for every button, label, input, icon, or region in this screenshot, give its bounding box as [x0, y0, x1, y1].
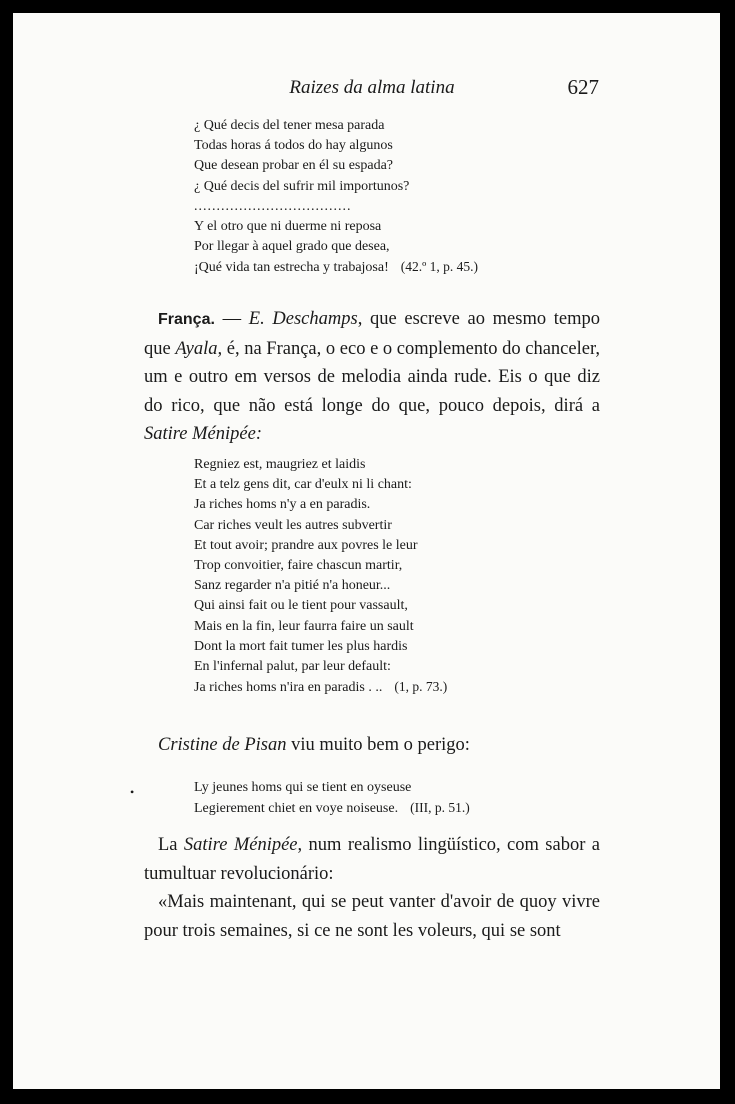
paragraph-text: viu muito bem o perigo:: [286, 735, 470, 755]
verse-line: Qui ainsi fait ou le tient pour vassault,: [194, 598, 408, 614]
verse-line: Regniez est, maugriez et laidis: [194, 457, 366, 472]
spanish-verse-block: [194, 116, 478, 279]
section-lead: França.: [158, 311, 215, 328]
verse-line: ¿ Qué decis del tener mesa parada: [194, 118, 385, 133]
dash: —: [214, 309, 249, 329]
verse-line: Sanz regarder n'a pitié n'a honeur...: [194, 578, 391, 594]
verse-line: Que desean probar en él su espada?: [194, 158, 394, 174]
verse-line: Car riches veult les autres subvertir: [194, 517, 392, 533]
verse-text: Legierement chiet en voye noiseuse.: [194, 801, 399, 817]
french-verse-block: [194, 455, 447, 698]
ellipsis-line: ...................................: [194, 198, 352, 214]
verse-line: Y el otro que ni duerme ni reposa: [194, 219, 382, 235]
paragraph-text: , que escreve ao mesmo tempo que: [144, 309, 601, 359]
verse-line: Trop convoitier, faire chascun martir,: [194, 558, 403, 574]
verse-line: Dont la mort fait tumer les plus hardis: [194, 638, 408, 654]
verse-text: ¡Qué vida tan estrecha y trabajosa!: [194, 260, 389, 276]
verse-line: Ly jeunes homs qui se tient en oyseuse: [194, 780, 412, 795]
quotation-paragraph: «Mais maintenant, qui se peut vanter d'avoir de quoy vivre pour trois semaines, si ce ne sont les voleurs, qui se sont: [144, 892, 600, 941]
margin-mark: •: [130, 785, 135, 799]
paragraph-franca: [144, 305, 600, 449]
verse-line: Por llegar à aquel grado que desea,: [194, 239, 390, 255]
running-title: Raizes da alma latina: [289, 77, 455, 98]
verse-line: Mais en la fin, leur faurra faire un sault: [194, 618, 414, 634]
work-title: Satire Ménipée:: [144, 424, 262, 445]
author-name: Cristine de Pisan: [158, 735, 287, 755]
page-number: 627: [567, 75, 599, 99]
paragraph-pisan: [144, 731, 600, 760]
verse-line: Todas horas á todos do hay algunos: [194, 138, 393, 154]
verse-line: Et tout avoir; prandre aux povres le leur: [194, 537, 418, 553]
verse-line: En l'infernal palut, par leur default:: [194, 659, 391, 675]
author-name: E. Deschamps: [248, 309, 358, 329]
paragraph-text: La: [158, 835, 184, 855]
verse-line: [194, 257, 478, 278]
citation: (III, p. 51.): [410, 800, 470, 816]
citation: (42.º 1, p. 45.): [400, 259, 479, 275]
verse-line: [194, 798, 470, 819]
author-name: Ayala,: [175, 338, 223, 359]
paragraph-text: , num realismo lingüístico, com sabor a tumultuar revolucionário:: [144, 835, 600, 884]
verse-text: Ja riches homs n'ira en paradis . ..: [194, 680, 383, 696]
page-header: [133, 75, 611, 105]
verse-line: Ja riches homs n'y a en paradis.: [194, 497, 371, 513]
citation: (1, p. 73.): [394, 679, 448, 695]
book-page: [13, 13, 720, 1089]
verse-line: ¿ Qué decis del sufrir mil importunos?: [194, 178, 410, 194]
verse-line: Et a telz gens dit, car d'eulx ni li chant:: [194, 477, 412, 493]
paragraph-menipee: [144, 831, 600, 945]
pisan-verse-block: [194, 778, 470, 819]
paragraph-text: é, na França, o eco e o complemento do chanceler, um e outro em versos de melodia ainda rude. Eis o que diz do rico, que não está longe do que, pouco depois, dirá a: [144, 338, 600, 416]
work-title: Satire Ménipée: [183, 835, 298, 855]
verse-line: [194, 677, 447, 698]
